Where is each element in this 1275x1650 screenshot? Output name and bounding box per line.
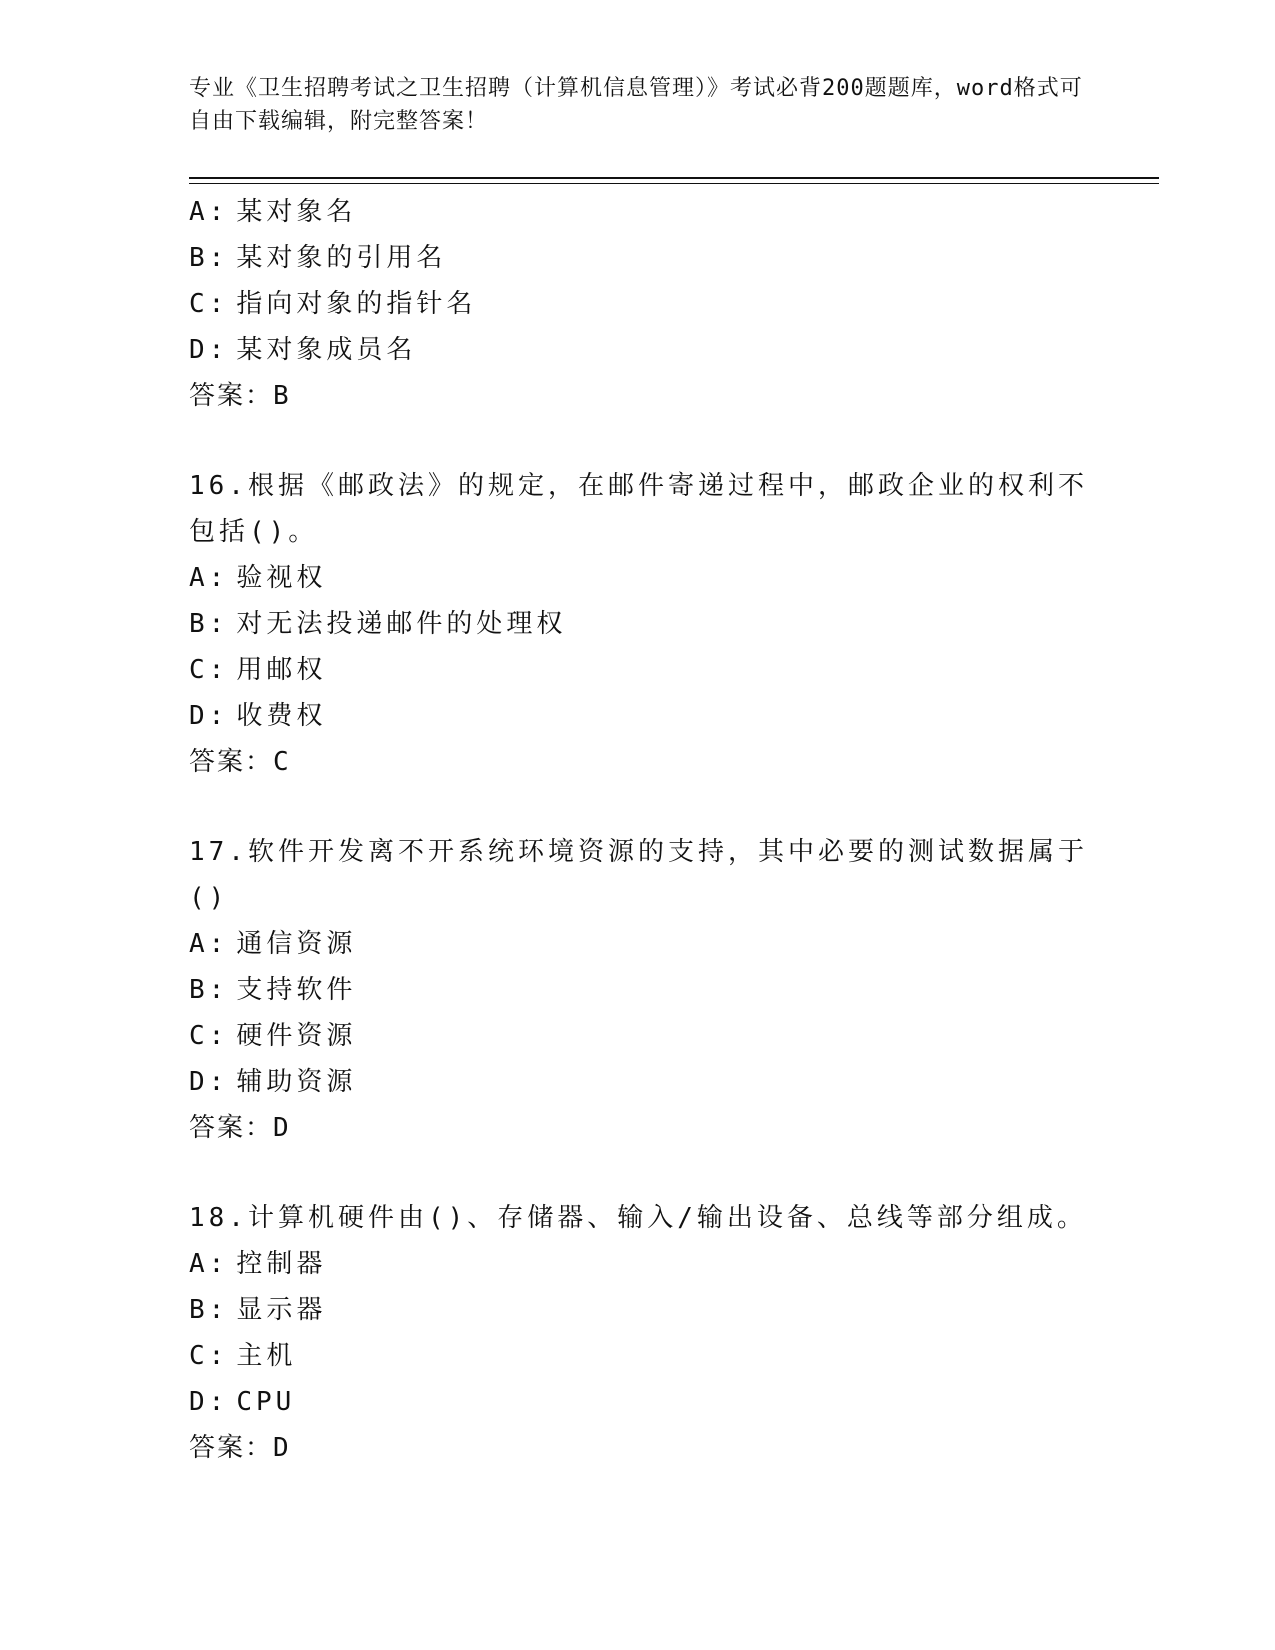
question-18: [189, 1195, 1089, 1471]
answer-line: 答案：B: [189, 381, 291, 411]
option-a: A: 验视权: [189, 563, 327, 593]
answer-line: 答案：D: [189, 1433, 291, 1463]
option-b: B: 显示器: [189, 1295, 327, 1325]
option-a: A: 某对象名: [189, 197, 357, 227]
option-c: C: 指向对象的指针名: [189, 289, 477, 319]
document-title: 专业《卫生招聘考试之卫生招聘（计算机信息管理）》考试必背200题题库，word格式可自由下载编辑，附完整答案！: [189, 76, 1083, 134]
option-d: D: 收费权: [189, 701, 327, 731]
question-content: [189, 189, 1089, 1471]
question-stem: 16.根据《邮政法》的规定，在邮件寄递过程中，邮政企业的权利不包括()。: [189, 471, 1088, 547]
option-d: D: 辅助资源: [189, 1067, 357, 1097]
option-b: B: 对无法投递邮件的处理权: [189, 609, 567, 639]
option-b: B: 某对象的引用名: [189, 243, 447, 273]
question-15-continuation: [189, 189, 1089, 419]
question-stem: 17.软件开发离不开系统环境资源的支持，其中必要的测试数据属于(): [189, 837, 1088, 913]
header-rule-thick: [189, 177, 1159, 179]
option-a: A: 控制器: [189, 1249, 327, 1279]
option-b: B: 支持软件: [189, 975, 357, 1005]
option-c: C: 硬件资源: [189, 1021, 357, 1051]
option-d: D: CPU: [189, 1387, 296, 1417]
answer-line: 答案：C: [189, 747, 291, 777]
option-c: C: 主机: [189, 1341, 297, 1371]
option-c: C: 用邮权: [189, 655, 327, 685]
question-17: [189, 829, 1089, 1151]
question-stem: 18.计算机硬件由()、存储器、输入/输出设备、总线等部分组成。: [189, 1203, 1087, 1233]
option-d: D: 某对象成员名: [189, 335, 417, 365]
option-a: A: 通信资源: [189, 929, 357, 959]
answer-line: 答案：D: [189, 1113, 291, 1143]
header-rule-thin: [189, 183, 1159, 184]
question-16: [189, 463, 1089, 785]
